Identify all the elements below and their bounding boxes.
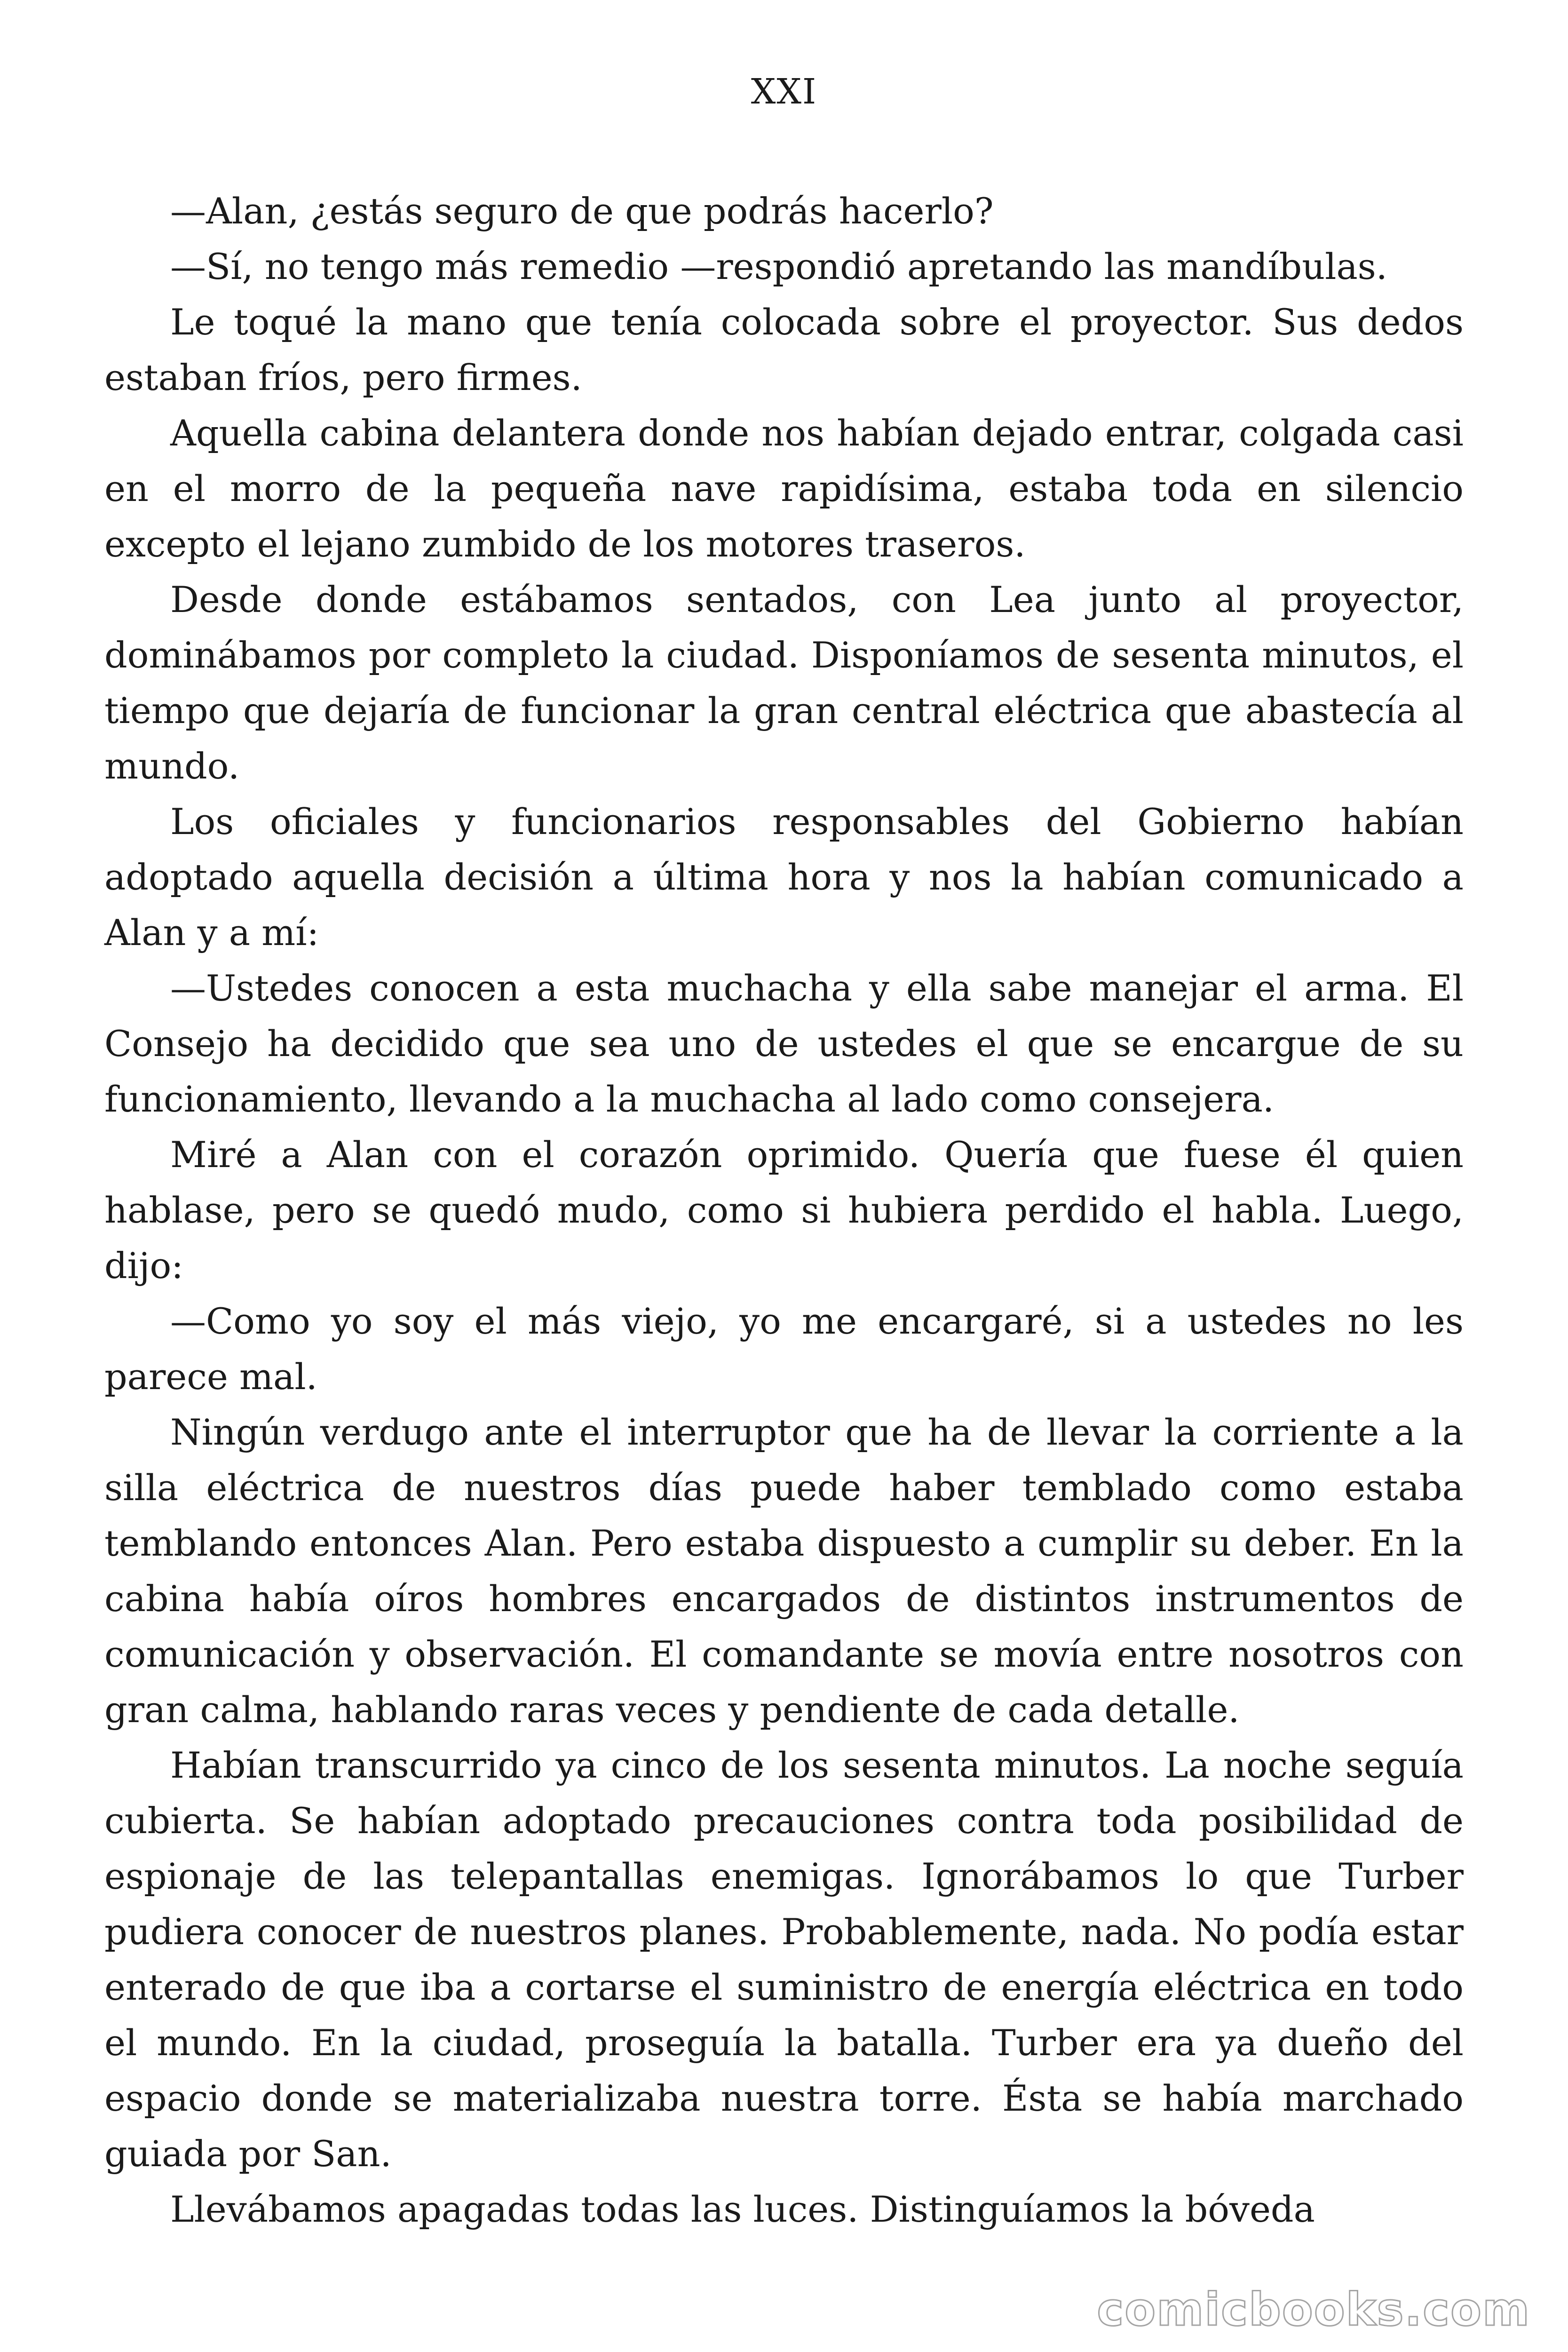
chapter-title: XXI (751, 72, 817, 112)
paragraph: Miré a Alan con el corazón oprimido. Quería que fuese él quien hablase, pero se quedó mudo, como si hubiera perdido el habla. Luego, dijo: (104, 1134, 1464, 1287)
paragraph: —Como yo soy el más viejo, yo me encargaré, si a ustedes no les parece mal. (104, 1300, 1464, 1398)
book-page (104, 0, 1464, 2352)
paragraph: Aquella cabina delantera donde nos habían dejado entrar, colgada casi en el morro de la pequeña nave rapidísima, estaba toda en silencio excepto el lejano zumbido de los motores traseros. (104, 412, 1464, 565)
paragraph: Le toqué la mano que tenía colocada sobre el proyector. Sus dedos estaban fríos, pero firmes. (104, 301, 1464, 398)
paragraph: Desde donde estábamos sentados, con Lea junto al proyector, dominábamos por completo la ciudad. Disponíamos de sesenta minutos, el tiempo que dejaría de funcionar la gran central eléctrica que abastecía al mundo. (104, 579, 1464, 787)
paragraph: —Alan, ¿estás seguro de que podrás hacerlo? (170, 190, 994, 232)
body-text (104, 183, 1464, 2237)
paragraph: Ningún verdugo ante el interruptor que ha de llevar la corriente a la silla eléctrica de nuestros días puede haber temblado como estaba temblando entonces Alan. Pero estaba dispuesto a cumplir su deber. En la cabina había oíros hombres encargados de distintos instrumentos de comunicación y observación. El comandante se movía entre nosotros con gran calma, hablando raras veces y pendiente de cada detalle. (104, 1411, 1464, 1731)
paragraph: Los oficiales y funcionarios responsables del Gobierno habían adoptado aquella decisión a última hora y nos la habían comunicado a Alan y a mí: (104, 801, 1464, 954)
paragraph: —Sí, no tengo más remedio —respondió apretando las mandíbulas. (170, 246, 1387, 287)
paragraph: —Ustedes conocen a esta muchacha y ella sabe manejar el arma. El Consejo ha decidido que sea uno de ustedes el que se encargue de su funcionamiento, llevando a la muchacha al lado como consejera. (104, 967, 1464, 1120)
paragraph: Habían transcurrido ya cinco de los sesenta minutos. La noche seguía cubierta. Se habían adoptado precauciones contra toda posibilidad de espionaje de las telepantallas enemigas. Ignorábamos lo que Turber pudiera conocer de nuestros planes. Probablemente, nada. No podía estar enterado de que iba a cortarse el suministro de energía eléctrica en todo el mundo. En la ciudad, proseguía la batalla. Turber era ya dueño del espacio donde se materializaba nuestra torre. Ésta se había marchado guiada por San. (104, 1744, 1464, 2175)
watermark: comicbooks.com (1097, 2283, 1530, 2336)
paragraph: Llevábamos apagadas todas las luces. Distinguíamos la bóveda (170, 2188, 1315, 2230)
